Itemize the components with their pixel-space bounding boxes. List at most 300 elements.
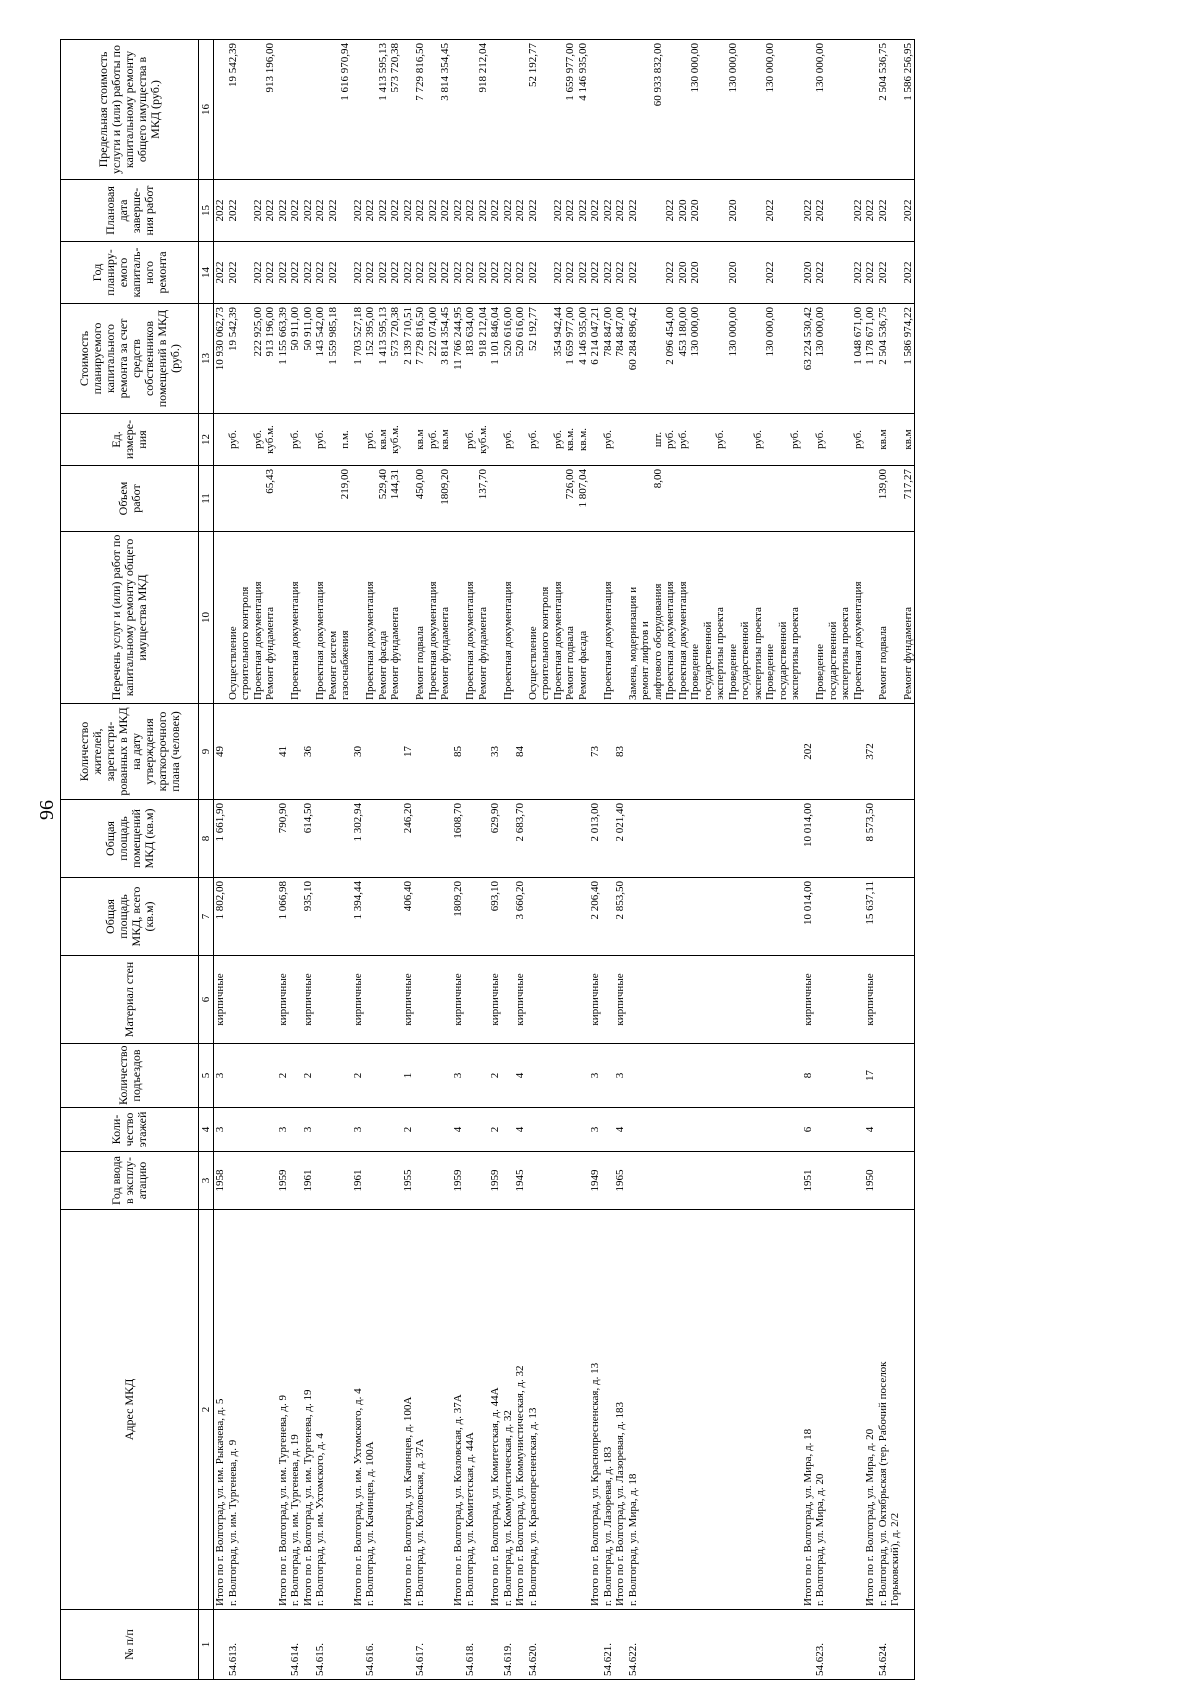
cell-floors: 3	[352, 1108, 365, 1152]
cell-work-volume	[589, 466, 602, 532]
cell-row-number	[214, 1610, 227, 1680]
cell-planned-cost: 52 192,77 354 942,44 1 659 977,00 4 146 935,00	[527, 304, 590, 414]
column-number: 13	[199, 304, 214, 414]
page-number: 96	[36, 800, 58, 820]
cell-work-volume	[289, 466, 302, 532]
column-number: 10	[199, 532, 214, 704]
cell-row-number	[302, 1610, 315, 1680]
cell-repair-year: 2022	[602, 242, 615, 304]
cell-residents	[364, 704, 402, 800]
cell-wall-material	[252, 956, 277, 1044]
capital-repair-table	[60, 39, 915, 1680]
cell-total-area	[602, 878, 615, 956]
cell-completion-date: 2022 2022 2022 2022	[527, 180, 590, 242]
column-number: 16	[199, 40, 214, 180]
header-cell: Год ввода в эксплу-атацию	[61, 1152, 199, 1210]
cell-works-list: Проектная документация Ремонт фундамента	[252, 532, 277, 704]
cell-total-area	[527, 878, 590, 956]
cell-total-area: 2 853,50	[614, 878, 627, 956]
cell-premises-area	[289, 800, 302, 878]
cell-floors	[414, 1108, 452, 1152]
register-table-sheet	[60, 40, 1190, 1680]
cell-floors	[602, 1108, 615, 1152]
cell-repair-year: 2022 2022	[877, 242, 915, 304]
cell-floors	[289, 1108, 302, 1152]
cell-premises-area: 10 014,00	[802, 800, 815, 878]
cell-planned-cost: 520 616,00	[502, 304, 515, 414]
cell-commission-year	[814, 1152, 864, 1210]
cell-wall-material	[289, 956, 302, 1044]
cell-row-number: 54.618.	[464, 1610, 489, 1680]
cell-floors	[227, 1108, 252, 1152]
cell-planned-cost: 60 284 896,42 2 096 454,00 453 180,00 130 000,00 130 000,00 130 000,00	[627, 304, 802, 414]
cell-residents	[252, 704, 277, 800]
cell-wall-material	[527, 956, 590, 1044]
cell-premises-area: 2 683,70	[514, 800, 527, 878]
header-cell: Общая площадь помещений МКД (кв.м)	[61, 800, 199, 878]
cell-repair-year: 2022	[589, 242, 602, 304]
cell-commission-year: 1959	[277, 1152, 290, 1210]
table-row	[314, 40, 352, 1680]
cell-works-list	[802, 532, 815, 704]
cell-commission-year	[877, 1152, 915, 1210]
cell-repair-year: 2022	[302, 242, 315, 304]
header-cell: Ед. измере-ния	[61, 414, 199, 466]
cell-completion-date: 2022	[302, 180, 315, 242]
cell-unit: руб.	[602, 414, 615, 466]
header-cell: № п/п	[61, 1610, 199, 1680]
cell-residents	[877, 704, 915, 800]
cell-planned-cost: 1 178 671,00	[864, 304, 877, 414]
cell-floors	[814, 1108, 864, 1152]
cell-completion-date: 2022 2022 2020 2020 2020 2022	[627, 180, 802, 242]
cell-floors	[627, 1108, 802, 1152]
cell-repair-year: 2022	[502, 242, 515, 304]
table-row	[364, 40, 402, 1680]
cell-work-volume: 219,00	[314, 466, 352, 532]
cell-residents: 85	[452, 704, 465, 800]
cell-limit-cost	[489, 40, 502, 180]
cell-premises-area	[602, 800, 615, 878]
cell-works-list: Осуществление строительного контроля	[227, 532, 252, 704]
cell-premises-area	[502, 800, 515, 878]
cell-floors	[527, 1108, 590, 1152]
cell-planned-cost: 143 542,00 1 559 985,18	[314, 304, 352, 414]
cell-entrances: 1	[402, 1044, 415, 1108]
cell-limit-cost	[514, 40, 527, 180]
cell-limit-cost	[452, 40, 465, 180]
cell-total-area	[227, 878, 252, 956]
cell-commission-year	[364, 1152, 402, 1210]
cell-works-list: Проведение государственной экспертизы проекта Проектная документация	[814, 532, 864, 704]
cell-completion-date: 2022	[864, 180, 877, 242]
cell-works-list: Ремонт подвала Проектная документация Ремонт фундамента	[414, 532, 452, 704]
cell-work-volume: 8,00	[627, 466, 802, 532]
cell-completion-date: 2022	[352, 180, 365, 242]
cell-commission-year: 1959	[452, 1152, 465, 1210]
cell-total-area: 693,10	[489, 878, 502, 956]
cell-premises-area	[252, 800, 277, 878]
cell-planned-cost: 2 504 536,75 1 586 974,22	[877, 304, 915, 414]
cell-commission-year: 1949	[589, 1152, 602, 1210]
cell-wall-material: кирпичные	[352, 956, 365, 1044]
cell-floors: 3	[214, 1108, 227, 1152]
cell-residents: 202	[802, 704, 815, 800]
cell-entrances: 4	[514, 1044, 527, 1108]
cell-total-area	[627, 878, 802, 956]
cell-planned-cost: 19 542,39	[227, 304, 252, 414]
cell-commission-year	[602, 1152, 615, 1210]
header-cell: Адрес МКД	[61, 1210, 199, 1610]
cell-work-volume: 139,00 717,27	[877, 466, 915, 532]
cell-unit: руб. п.м.	[314, 414, 352, 466]
cell-unit: кв.м руб. кв.м	[414, 414, 452, 466]
cell-entrances: 17	[864, 1044, 877, 1108]
cell-work-volume	[814, 466, 864, 532]
table-row	[527, 40, 590, 1680]
cell-planned-cost: 7 729 816,50 222 074,00 3 814 354,45	[414, 304, 452, 414]
cell-limit-cost	[864, 40, 877, 180]
cell-unit	[589, 414, 602, 466]
cell-row-number: 54.616.	[364, 1610, 402, 1680]
cell-premises-area	[527, 800, 590, 878]
header-row	[61, 40, 199, 1680]
cell-unit	[514, 414, 527, 466]
cell-total-area: 1 066,98	[277, 878, 290, 956]
cell-premises-area	[364, 800, 402, 878]
cell-planned-cost: 50 911,00	[289, 304, 302, 414]
cell-limit-cost	[402, 40, 415, 180]
cell-premises-area: 629,90	[489, 800, 502, 878]
cell-planned-cost: 10 930 062,73	[214, 304, 227, 414]
cell-wall-material: кирпичные	[802, 956, 815, 1044]
table-body	[214, 40, 915, 1680]
cell-commission-year	[252, 1152, 277, 1210]
cell-residents	[527, 704, 590, 800]
table-row	[452, 40, 465, 1680]
cell-work-volume	[864, 466, 877, 532]
cell-premises-area: 614,50	[302, 800, 315, 878]
cell-limit-cost: 52 192,77 1 659 977,00 4 146 935,00	[527, 40, 590, 180]
cell-entrances	[252, 1044, 277, 1108]
cell-unit	[802, 414, 815, 466]
cell-completion-date: 2022	[489, 180, 502, 242]
cell-entrances	[602, 1044, 615, 1108]
cell-limit-cost: 913 196,00	[252, 40, 277, 180]
cell-address: Итого по г. Волгоград, ул. Комитетская, д. 44А	[489, 1210, 502, 1610]
cell-residents	[289, 704, 302, 800]
cell-premises-area: 2 013,00	[589, 800, 602, 878]
cell-entrances	[364, 1044, 402, 1108]
cell-address: Итого по г. Волгоград, ул. Мира, д. 18	[802, 1210, 815, 1610]
cell-completion-date: 2022 2022	[877, 180, 915, 242]
cell-wall-material	[502, 956, 515, 1044]
cell-planned-cost: 1 101 846,04	[489, 304, 502, 414]
cell-completion-date: 2022	[802, 180, 815, 242]
column-number: 1	[199, 1610, 214, 1680]
cell-unit	[402, 414, 415, 466]
table-row	[402, 40, 415, 1680]
cell-repair-year: 2022 2022 2022	[414, 242, 452, 304]
cell-completion-date: 2022 2022	[814, 180, 864, 242]
cell-planned-cost: 520 616,00	[514, 304, 527, 414]
cell-entrances: 3	[214, 1044, 227, 1108]
cell-floors	[252, 1108, 277, 1152]
cell-entrances: 8	[802, 1044, 815, 1108]
cell-planned-cost: 152 395,00 1 413 595,13 573 720,38	[364, 304, 402, 414]
cell-residents	[414, 704, 452, 800]
cell-repair-year: 2022	[277, 242, 290, 304]
cell-work-volume	[489, 466, 502, 532]
table-row	[802, 40, 815, 1680]
cell-works-list	[352, 532, 365, 704]
cell-work-volume: 529,40 144,31	[364, 466, 402, 532]
cell-address: г. Волгоград, ул. Комитетская, д. 44А	[464, 1210, 489, 1610]
cell-floors: 3	[302, 1108, 315, 1152]
cell-completion-date: 2022	[452, 180, 465, 242]
header-cell: Количество жителей, зарегистри-рованных в МКД на дату утверждения краткосрочного плана (человек)	[61, 704, 199, 800]
cell-limit-cost: 1 616 970,94	[314, 40, 352, 180]
cell-planned-cost: 784 847,00	[602, 304, 615, 414]
cell-limit-cost	[302, 40, 315, 180]
cell-floors	[364, 1108, 402, 1152]
cell-wall-material: кирпичные	[402, 956, 415, 1044]
cell-planned-cost: 50 911,00	[302, 304, 315, 414]
cell-work-volume	[402, 466, 415, 532]
cell-work-volume	[802, 466, 815, 532]
cell-works-list	[864, 532, 877, 704]
cell-total-area	[414, 878, 452, 956]
header-cell: Количество подъездов	[61, 1044, 199, 1108]
table-row	[489, 40, 502, 1680]
cell-floors	[502, 1108, 515, 1152]
cell-entrances	[414, 1044, 452, 1108]
cell-row-number	[514, 1610, 527, 1680]
column-number: 6	[199, 956, 214, 1044]
cell-wall-material	[227, 956, 252, 1044]
cell-premises-area	[314, 800, 352, 878]
cell-planned-cost: 1 703 527,18	[352, 304, 365, 414]
cell-floors: 2	[402, 1108, 415, 1152]
cell-wall-material: кирпичные	[214, 956, 227, 1044]
cell-total-area: 406,40	[402, 878, 415, 956]
cell-works-list	[402, 532, 415, 704]
cell-row-number: 54.623.	[814, 1610, 864, 1680]
table-row	[864, 40, 877, 1680]
cell-limit-cost	[277, 40, 290, 180]
cell-work-volume: 65,43	[252, 466, 277, 532]
cell-floors	[877, 1108, 915, 1152]
cell-works-list	[514, 532, 527, 704]
cell-unit	[277, 414, 290, 466]
cell-residents	[814, 704, 864, 800]
header-cell: Перечень услуг и (или) работ по капитальному ремонту общего имущества МКД	[61, 532, 199, 704]
cell-repair-year: 2020	[802, 242, 815, 304]
cell-total-area: 1 802,00	[214, 878, 227, 956]
cell-commission-year	[227, 1152, 252, 1210]
cell-unit: руб.	[289, 414, 302, 466]
cell-premises-area	[227, 800, 252, 878]
cell-premises-area: 1 302,94	[352, 800, 365, 878]
cell-row-number: 54.619.	[502, 1610, 515, 1680]
table-row	[289, 40, 302, 1680]
cell-commission-year	[627, 1152, 802, 1210]
cell-limit-cost	[602, 40, 615, 180]
cell-works-list: Проектная документация Ремонт фундамента	[464, 532, 489, 704]
cell-completion-date: 2022	[289, 180, 302, 242]
table-row	[602, 40, 615, 1680]
cell-total-area: 935,10	[302, 878, 315, 956]
cell-limit-cost: 130 000,00	[814, 40, 864, 180]
cell-total-area	[877, 878, 915, 956]
column-number: 9	[199, 704, 214, 800]
cell-row-number	[402, 1610, 415, 1680]
cell-total-area	[289, 878, 302, 956]
cell-repair-year: 2022	[864, 242, 877, 304]
cell-wall-material: кирпичные	[864, 956, 877, 1044]
cell-entrances: 2	[489, 1044, 502, 1108]
cell-wall-material	[877, 956, 915, 1044]
cell-row-number: 54.624.	[877, 1610, 915, 1680]
table-row	[814, 40, 864, 1680]
cell-completion-date: 2022 2022	[252, 180, 277, 242]
cell-limit-cost	[589, 40, 602, 180]
cell-limit-cost: 2 504 536,75 1 586 256,95	[877, 40, 915, 180]
cell-commission-year	[502, 1152, 515, 1210]
cell-residents	[314, 704, 352, 800]
cell-commission-year: 1958	[214, 1152, 227, 1210]
cell-repair-year: 2022 2022 2022 2022	[527, 242, 590, 304]
cell-entrances	[314, 1044, 352, 1108]
cell-wall-material: кирпичные	[614, 956, 627, 1044]
cell-total-area	[814, 878, 864, 956]
cell-row-number	[864, 1610, 877, 1680]
cell-planned-cost: 183 634,00 918 212,04	[464, 304, 489, 414]
cell-repair-year: 2022 2022	[814, 242, 864, 304]
cell-unit	[452, 414, 465, 466]
cell-works-list: Осуществление строительного контроля Проектная документация Ремонт подвала Ремонт фасада	[527, 532, 590, 704]
cell-total-area: 10 014,00	[802, 878, 815, 956]
cell-completion-date: 2022 2022 2022	[364, 180, 402, 242]
cell-wall-material	[602, 956, 615, 1044]
cell-commission-year: 1959	[489, 1152, 502, 1210]
table-row	[464, 40, 489, 1680]
cell-entrances	[289, 1044, 302, 1108]
cell-works-list: Проектная документация Ремонт фасада Ремонт фундамента	[364, 532, 402, 704]
cell-floors: 4	[452, 1108, 465, 1152]
cell-address: г. Волгоград, ул. Качинцев, д. 100А	[364, 1210, 402, 1610]
cell-floors: 4	[864, 1108, 877, 1152]
cell-premises-area: 1 661,90	[214, 800, 227, 878]
column-number: 15	[199, 180, 214, 242]
cell-wall-material: кирпичные	[514, 956, 527, 1044]
cell-completion-date: 2022	[514, 180, 527, 242]
cell-address: Итого по г. Волгоград, ул. им. Ухтомского, д. 4	[352, 1210, 365, 1610]
cell-planned-cost: 2 139 710,51	[402, 304, 415, 414]
cell-works-list: Проектная документация	[289, 532, 302, 704]
cell-planned-cost: 1 155 663,39	[277, 304, 290, 414]
cell-planned-cost: 130 000,00 1 048 671,00	[814, 304, 864, 414]
cell-residents: 372	[864, 704, 877, 800]
cell-repair-year: 2022 2022 2020 2020 2020 2022	[627, 242, 802, 304]
cell-entrances: 3	[452, 1044, 465, 1108]
cell-wall-material: кирпичные	[452, 956, 465, 1044]
table-row	[614, 40, 627, 1680]
cell-address	[252, 1210, 277, 1610]
cell-wall-material: кирпичные	[489, 956, 502, 1044]
cell-repair-year: 2022	[402, 242, 415, 304]
cell-floors: 4	[514, 1108, 527, 1152]
cell-unit	[864, 414, 877, 466]
cell-wall-material	[814, 956, 864, 1044]
cell-repair-year: 2022 2022	[314, 242, 352, 304]
cell-premises-area	[627, 800, 802, 878]
cell-work-volume	[614, 466, 627, 532]
column-number: 7	[199, 878, 214, 956]
cell-floors: 6	[802, 1108, 815, 1152]
cell-planned-cost: 222 925,00 913 196,00	[252, 304, 277, 414]
cell-address: Итого по г. Волгоград, ул. им. Тургенева, д. 19	[302, 1210, 315, 1610]
cell-premises-area	[414, 800, 452, 878]
cell-work-volume: 137,70	[464, 466, 489, 532]
cell-commission-year	[289, 1152, 302, 1210]
cell-row-number: 54.613.	[227, 1610, 252, 1680]
cell-planned-cost: 11 766 244,95	[452, 304, 465, 414]
cell-residents: 17	[402, 704, 415, 800]
cell-entrances: 3	[614, 1044, 627, 1108]
cell-entrances	[502, 1044, 515, 1108]
cell-commission-year: 1950	[864, 1152, 877, 1210]
cell-total-area	[364, 878, 402, 956]
cell-residents: 83	[614, 704, 627, 800]
cell-floors: 3	[589, 1108, 602, 1152]
column-number: 5	[199, 1044, 214, 1108]
cell-entrances	[227, 1044, 252, 1108]
cell-limit-cost: 60 933 832,00 130 000,00 130 000,00 130 000,00	[627, 40, 802, 180]
cell-limit-cost: 1 413 595,13 573 720,38	[364, 40, 402, 180]
cell-completion-date: 2022 2022	[314, 180, 352, 242]
cell-completion-date: 2022	[502, 180, 515, 242]
column-number: 14	[199, 242, 214, 304]
cell-address: Итого по г. Волгоград, ул. им. Тургенева, д. 9	[277, 1210, 290, 1610]
table-row	[352, 40, 365, 1680]
cell-repair-year: 2022 2022 2022	[364, 242, 402, 304]
cell-work-volume	[452, 466, 465, 532]
cell-row-number	[614, 1610, 627, 1680]
cell-unit	[614, 414, 627, 466]
cell-residents	[602, 704, 615, 800]
cell-residents: 36	[302, 704, 315, 800]
table-row	[877, 40, 915, 1680]
cell-floors: 3	[277, 1108, 290, 1152]
table-row	[214, 40, 227, 1680]
cell-residents	[464, 704, 489, 800]
cell-wall-material	[314, 956, 352, 1044]
cell-residents: 41	[277, 704, 290, 800]
cell-total-area: 1809,20	[452, 878, 465, 956]
cell-repair-year: 2022 2022	[252, 242, 277, 304]
table-row	[514, 40, 527, 1680]
cell-repair-year: 2022	[614, 242, 627, 304]
cell-address: г. Волгоград, ул. Лазоревая, д. 183	[602, 1210, 615, 1610]
cell-commission-year: 1965	[614, 1152, 627, 1210]
cell-entrances	[464, 1044, 489, 1108]
cell-total-area	[314, 878, 352, 956]
column-number: 4	[199, 1108, 214, 1152]
cell-row-number	[802, 1610, 815, 1680]
header-cell: Плановая дата заверше-ния работ	[61, 180, 199, 242]
cell-work-volume	[227, 466, 252, 532]
